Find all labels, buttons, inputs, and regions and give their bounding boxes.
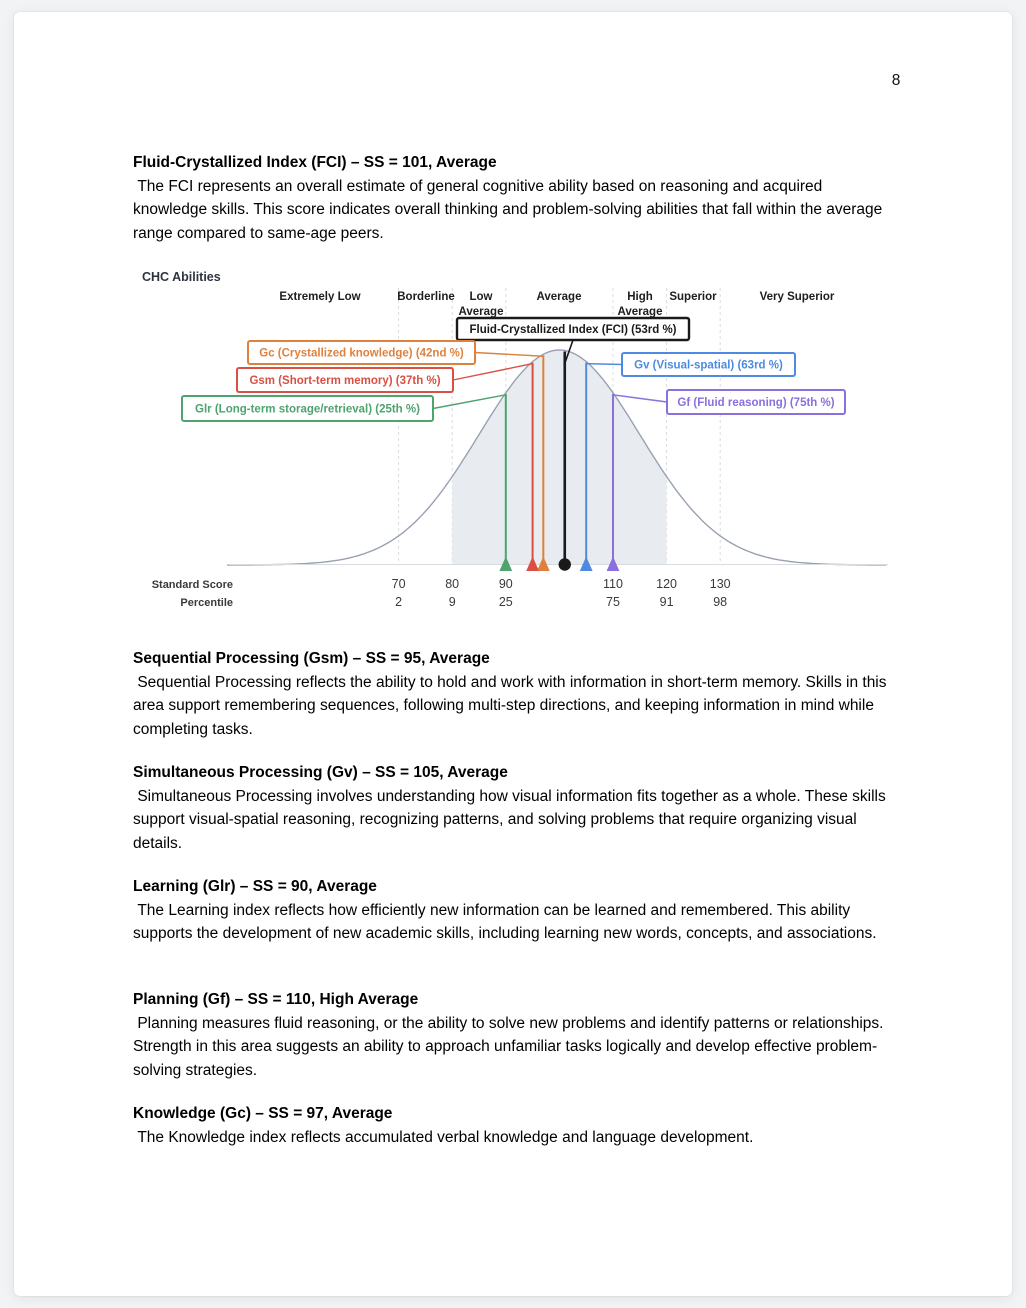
tick-label: 90 bbox=[498, 577, 513, 591]
callout-label-gv: Gv (Visual-spatial) (63rd %) bbox=[634, 359, 783, 372]
section-heading: Learning (Glr) – SS = 90, Average bbox=[133, 878, 377, 895]
tick-label: 25 bbox=[498, 595, 513, 609]
callout-label-gsm: Gsm (Short-term memory) (37th %) bbox=[249, 375, 441, 387]
tick-label: 70 bbox=[391, 577, 406, 591]
section-heading: Planning (Gf) – SS = 110, High Average bbox=[133, 991, 419, 1008]
average-range-shading bbox=[452, 350, 666, 565]
bell-curve-chart bbox=[130, 260, 902, 614]
chart-title: CHC Abilities bbox=[142, 270, 221, 284]
tick-label: 2 bbox=[395, 595, 403, 609]
tick-label: 91 bbox=[659, 595, 674, 609]
section-gsm bbox=[133, 647, 897, 741]
band-label: Average bbox=[458, 306, 504, 318]
tick-label: 120 bbox=[656, 577, 678, 591]
tick-label: 75 bbox=[606, 595, 620, 609]
band-label: Average bbox=[617, 306, 663, 318]
connector-glr bbox=[433, 395, 506, 409]
tick-label: 130 bbox=[709, 577, 731, 591]
axis-row-label: Percentile bbox=[180, 597, 233, 609]
section-body: Planning measures fluid reasoning, or the ability to solve new problems and identify patterns or relationships. Strength in this area suggests an ability to approach unfamiliar tasks logically and develop effective problem-solving strategies. bbox=[133, 1014, 888, 1079]
band-label: Superior bbox=[669, 291, 717, 303]
section-body: Sequential Processing reflects the ability to hold and work with information in short-term memory. Skills in this area support remembering sequences, following multi-step directions, and keeping information in mind while completing tasks. bbox=[133, 673, 891, 738]
tick-label: 80 bbox=[445, 577, 460, 591]
page-number: 8 bbox=[891, 72, 901, 89]
band-label: Low bbox=[469, 291, 493, 303]
section-heading: Simultaneous Processing (Gv) – SS = 105, Average bbox=[133, 764, 508, 781]
section-gf bbox=[133, 988, 897, 1082]
connector-gf bbox=[613, 395, 667, 402]
report-page bbox=[14, 12, 1012, 1296]
chc-abilities-chart bbox=[130, 260, 902, 614]
section-heading: Sequential Processing (Gsm) – SS = 95, Average bbox=[133, 650, 490, 667]
callout-label-fci: Fluid-Crystallized Index (FCI) (53rd %) bbox=[469, 324, 677, 336]
tick-label: 9 bbox=[448, 595, 456, 609]
point-fci bbox=[559, 558, 571, 570]
section-body: The Knowledge index reflects accumulated verbal knowledge and language development. bbox=[133, 1128, 754, 1146]
band-label: High bbox=[627, 291, 653, 303]
callout-label-glr: Glr (Long-term storage/retrieval) (25th %) bbox=[195, 403, 420, 416]
section-gv bbox=[133, 761, 897, 855]
band-label: Very Superior bbox=[759, 291, 835, 303]
connector-gv bbox=[586, 364, 622, 365]
section-gc bbox=[133, 1102, 897, 1149]
section-heading: Knowledge (Gc) – SS = 97, Average bbox=[133, 1105, 393, 1122]
band-label: Extremely Low bbox=[279, 291, 361, 303]
band-label: Borderline bbox=[397, 291, 455, 303]
callout-label-gf: Gf (Fluid reasoning) (75th %) bbox=[677, 397, 835, 409]
section-body: The FCI represents an overall estimate of general cognitive ability based on reasoning and acquired knowledge skills. This score indicates overall thinking and problem-solving abilities that fall within the average range compared to same-age peers. bbox=[133, 177, 887, 242]
callout-label-gc: Gc (Crystallized knowledge) (42nd %) bbox=[259, 347, 464, 360]
section-body: The Learning index reflects how efficiently new information can be learned and remembered. This ability supports the development of new academic skills, including learning new words, concepts, and associations. bbox=[133, 901, 877, 942]
section-fci bbox=[133, 151, 897, 245]
band-label: Average bbox=[536, 291, 582, 303]
connector-gc bbox=[475, 353, 543, 357]
tick-label: 110 bbox=[603, 577, 623, 591]
section-heading: Fluid-Crystallized Index (FCI) – SS = 101, Average bbox=[133, 154, 497, 171]
axis-row-label: Standard Score bbox=[151, 579, 233, 591]
tick-label: 98 bbox=[713, 595, 728, 609]
section-body: Simultaneous Processing involves understanding how visual information fits together as a whole. These skills support visual-spatial reasoning, recognizing patterns, and solving problems that require organizing visual details. bbox=[133, 787, 891, 852]
section-glr bbox=[133, 875, 897, 946]
